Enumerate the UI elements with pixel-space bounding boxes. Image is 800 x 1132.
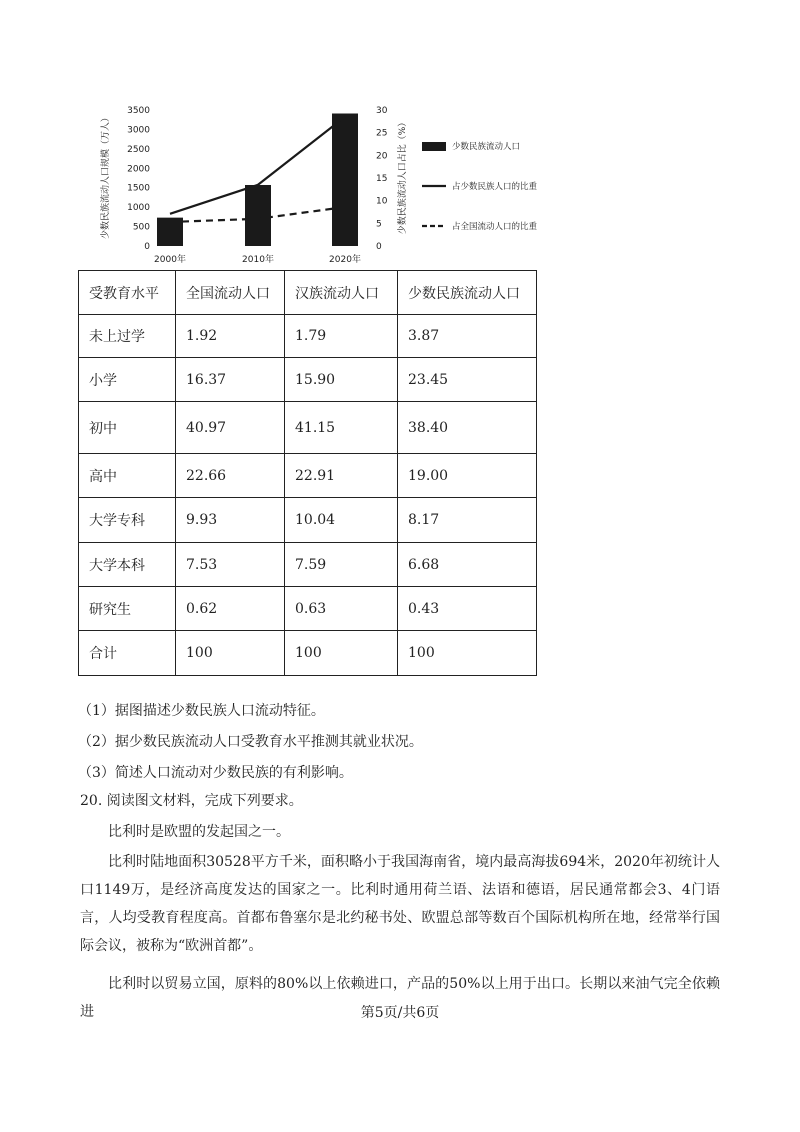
table-header-cell: 少数民族流动人口	[398, 271, 537, 315]
table-row	[79, 631, 537, 676]
left-tick-label: 0	[144, 242, 150, 252]
table-row	[79, 402, 537, 454]
page-footer: 第5页/共6页	[360, 1005, 440, 1021]
table-cell: 0.62	[176, 587, 285, 631]
population-chart	[100, 96, 560, 266]
table-cell: 100	[176, 631, 285, 676]
paragraph-1: 比利时是欧盟的发起国之一。	[108, 824, 290, 840]
legend-label: 占全国流动人口的比重	[452, 222, 538, 232]
table-cell: 合计	[79, 631, 176, 676]
table-cell: 初中	[79, 402, 176, 454]
question-2: （2）据少数民族流动人口受教育水平推测其就业状况。	[78, 734, 423, 750]
questions-19	[78, 696, 738, 789]
x-tick-label: 2010年	[242, 255, 274, 265]
table-cell: 100	[398, 631, 537, 676]
right-tick-label: 15	[376, 174, 388, 184]
right-tick-label: 0	[376, 242, 382, 252]
table-cell: 22.91	[285, 454, 398, 498]
legend-swatch-bar	[422, 142, 446, 151]
right-axis-ticks	[376, 106, 388, 252]
left-tick-label: 2000	[127, 164, 150, 175]
table-cell: 22.66	[176, 454, 285, 498]
table-cell: 100	[285, 631, 398, 676]
table-cell: 41.15	[285, 402, 398, 454]
left-tick-label: 500	[132, 222, 150, 233]
education-table-wrap	[78, 270, 537, 676]
education-table	[78, 270, 537, 676]
table-cell: 小学	[79, 358, 176, 402]
bar-1	[245, 185, 271, 246]
table-row	[79, 543, 537, 587]
table-cell: 10.04	[285, 498, 398, 543]
table-cell: 3.87	[398, 315, 537, 358]
table-cell: 大学专科	[79, 498, 176, 543]
chart-legend	[422, 141, 538, 232]
table-header-cell: 汉族流动人口	[285, 271, 398, 315]
right-tick-label: 20	[376, 151, 388, 162]
table-cell: 16.37	[176, 358, 285, 402]
table-row	[79, 454, 537, 498]
table-cell: 1.92	[176, 315, 285, 358]
table-cell: 40.97	[176, 402, 285, 454]
right-axis-label: 少数民族流动人口占比（%）	[398, 117, 408, 235]
right-tick-label: 5	[376, 219, 382, 230]
table-cell: 大学本科	[79, 543, 176, 587]
right-tick-label: 10	[376, 196, 388, 207]
legend-label: 少数民族流动人口	[452, 142, 521, 152]
table-cell: 19.00	[398, 454, 537, 498]
legend-label: 占少数民族人口的比重	[452, 182, 538, 192]
paragraph-2: 比利时陆地面积30528平方千米，面积略小于我国海南省，境内最高海拔694米，2020年初统计人口1149万，是经济高度发达的国家之一。比利时通用荷兰语、法语和德语，居民通常都会3、4门语言，人均受教育程度高。首都布鲁塞尔是北约秘书处、欧盟总部等数百个国际机构所在地，经常举行国际会议，被称为“欧洲首都”。	[80, 854, 720, 954]
table-cell: 7.53	[176, 543, 285, 587]
left-tick-label: 3500	[127, 106, 150, 116]
table-cell: 1.79	[285, 315, 398, 358]
left-tick-label: 1500	[127, 183, 150, 194]
left-axis-ticks	[127, 106, 150, 252]
left-tick-label: 1000	[127, 203, 150, 214]
question-20-title: 20. 阅读图文材料，完成下列要求。	[80, 793, 303, 809]
question-3: （3）简述人口流动对少数民族的有利影响。	[78, 765, 353, 781]
right-tick-label: 25	[376, 128, 388, 139]
table-cell: 7.59	[285, 543, 398, 587]
table-cell: 未上过学	[79, 315, 176, 358]
table-cell: 研究生	[79, 587, 176, 631]
table-row	[79, 587, 537, 631]
x-tick-label: 2020年	[329, 255, 361, 265]
table-header-row	[79, 271, 537, 315]
table-row	[79, 358, 537, 402]
table-cell: 0.63	[285, 587, 398, 631]
table-cell: 0.43	[398, 587, 537, 631]
right-tick-label: 30	[376, 106, 388, 116]
table-header-cell: 受教育水平	[79, 271, 176, 315]
question-1: （1）据图描述少数民族人口流动特征。	[78, 703, 325, 719]
table-cell: 8.17	[398, 498, 537, 543]
table-cell: 6.68	[398, 543, 537, 587]
left-axis-label: 少数民族流动人口规模（万人）	[101, 112, 111, 240]
left-tick-label: 3000	[127, 125, 150, 136]
table-cell: 9.93	[176, 498, 285, 543]
x-tick-label: 2000年	[154, 255, 186, 265]
paragraph-3: 比利时以贸易立国，原料的80%以上依赖进口，产品的50%以上用于出口。长期以来油气完全依赖进	[80, 976, 720, 1020]
table-header-cell: 全国流动人口	[176, 271, 285, 315]
table-row	[79, 498, 537, 543]
table-cell: 高中	[79, 454, 176, 498]
table-cell: 38.40	[398, 402, 537, 454]
bar-2	[332, 113, 358, 246]
table-row	[79, 315, 537, 358]
left-tick-label: 2500	[127, 144, 150, 155]
table-cell: 23.45	[398, 358, 537, 402]
table-cell: 15.90	[285, 358, 398, 402]
